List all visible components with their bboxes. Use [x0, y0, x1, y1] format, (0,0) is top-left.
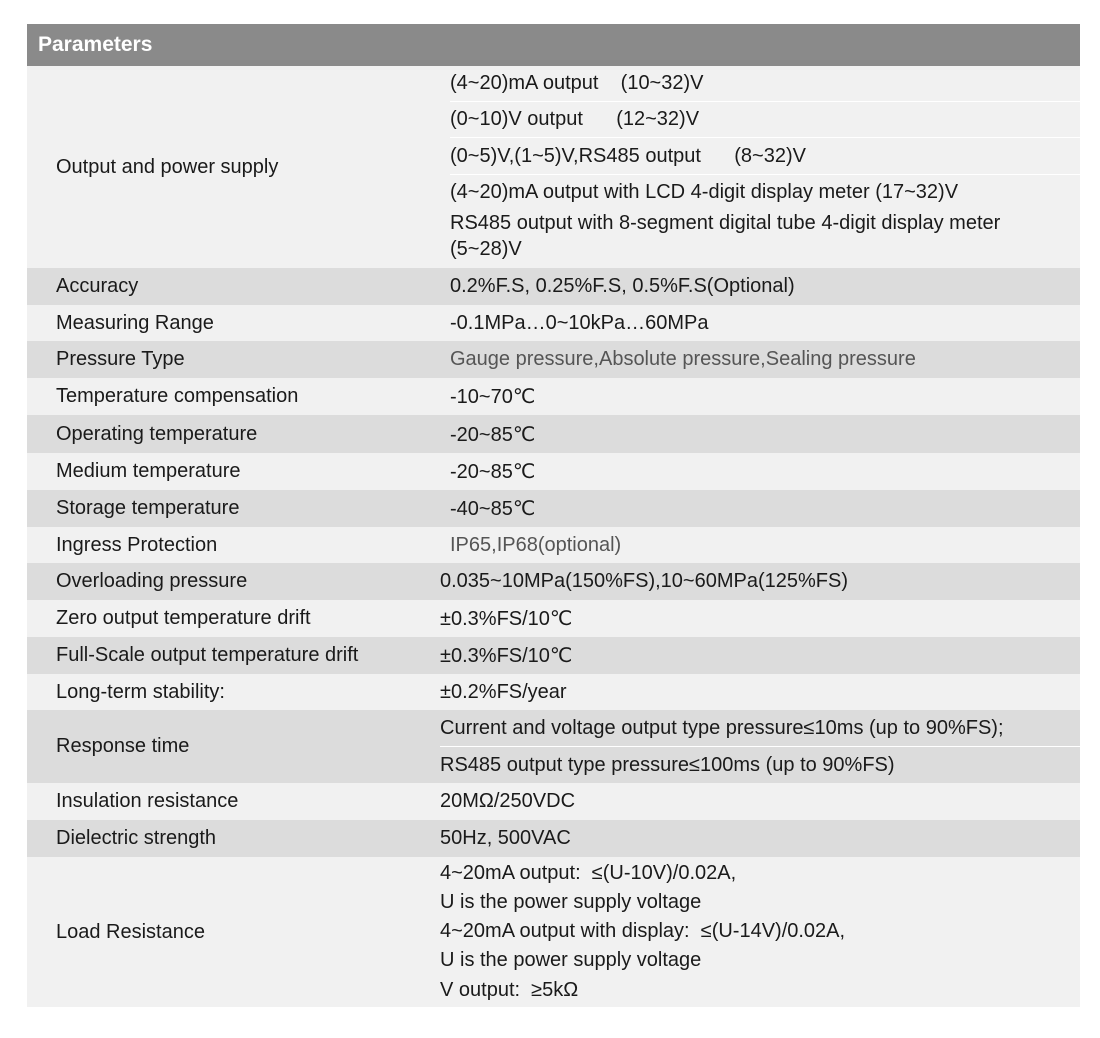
- row-value: -40~85℃: [450, 498, 536, 520]
- row-label: Dielectric strength: [56, 827, 217, 849]
- table-row-pressure-type: [27, 341, 1080, 378]
- row-label: Insulation resistance: [56, 790, 239, 812]
- value-line: (0~10)V output (12~32)V: [450, 102, 1080, 138]
- row-label: Temperature compensation: [56, 385, 299, 407]
- table-row-long-term-stability: [27, 674, 1080, 710]
- value-line: 4~20mA output with display: ≤(U-14V)/0.02A,: [440, 920, 846, 942]
- value-line: (4~20)mA output with LCD 4-digit display meter (17~32)V: [450, 180, 959, 203]
- row-label: Full-Scale output temperature drift: [56, 644, 359, 666]
- row-label: Accuracy: [56, 275, 139, 297]
- parameters-table: [27, 24, 1080, 1007]
- value-line: 4~20mA output: ≤(U-10V)/0.02A,: [440, 862, 737, 884]
- table-row-dielectric-strength: [27, 820, 1080, 857]
- table-row-load-resistance: [27, 857, 1080, 1007]
- table-row-zero-drift: [27, 600, 1080, 637]
- table-row-medium-temperature: [27, 453, 1080, 490]
- row-label: Output and power supply: [56, 155, 279, 178]
- row-value: -10~70℃: [450, 386, 536, 408]
- table-row-ingress-protection: [27, 527, 1080, 563]
- row-label: Ingress Protection: [56, 533, 218, 556]
- row-value: Gauge pressure,Absolute pressure,Sealing pressure: [450, 348, 916, 370]
- table-title: Parameters: [38, 33, 153, 56]
- row-value: 20MΩ/250VDC: [440, 790, 576, 812]
- row-value: IP65,IP68(optional): [450, 533, 622, 556]
- row-label: Pressure Type: [56, 348, 185, 370]
- table-row-insulation-resistance: [27, 783, 1080, 820]
- value-line: (5~28)V: [450, 238, 522, 260]
- row-label: Measuring Range: [56, 311, 214, 334]
- row-value: -0.1MPa…0~10kPa…60MPa: [450, 311, 709, 334]
- row-value: 50Hz, 500VAC: [440, 827, 571, 849]
- row-label: Long-term stability:: [56, 680, 225, 703]
- table-header: [27, 24, 1080, 66]
- value-line: (4~20)mA output (10~32)V: [450, 66, 1080, 102]
- value-line: U is the power supply voltage: [440, 949, 702, 971]
- table-row-operating-temperature: [27, 415, 1080, 453]
- row-label: Operating temperature: [56, 422, 258, 445]
- table-row-output-power: [27, 66, 1080, 268]
- row-label: Load Resistance: [56, 920, 205, 943]
- row-value: ±0.2%FS/year: [440, 680, 567, 703]
- value-line: (0~5)V,(1~5)V,RS485 output (8~32)V: [450, 138, 1080, 175]
- table-row-full-scale-drift: [27, 637, 1080, 674]
- row-value: 0.2%F.S, 0.25%F.S, 0.5%F.S(Optional): [450, 275, 795, 297]
- row-value: -20~85℃: [450, 461, 536, 483]
- row-label: Overloading pressure: [56, 570, 248, 592]
- value-line: RS485 output with 8-segment digital tube 4-digit display meter: [450, 212, 1001, 234]
- table-row-accuracy: [27, 268, 1080, 305]
- table-row-response-time: [27, 710, 1080, 783]
- row-label: Medium temperature: [56, 460, 241, 482]
- row-label: Storage temperature: [56, 497, 240, 519]
- value-line: V output: ≥5kΩ: [440, 978, 579, 1001]
- value-line: Current and voltage output type pressure≤10ms (up to 90%FS);: [440, 710, 1080, 747]
- row-value: ±0.3%FS/10℃: [440, 645, 573, 667]
- row-label: Zero output temperature drift: [56, 607, 311, 629]
- row-value: ±0.3%FS/10℃: [440, 608, 573, 630]
- table-row-storage-temperature: [27, 490, 1080, 527]
- row-label: Response time: [56, 735, 190, 757]
- table-row-measuring-range: [27, 305, 1080, 341]
- row-value: 0.035~10MPa(150%FS),10~60MPa(125%FS): [440, 570, 849, 592]
- table-row-overloading-pressure: [27, 563, 1080, 600]
- value-line: RS485 output type pressure≤100ms (up to 90%FS): [440, 753, 895, 776]
- table-row-temperature-compensation: [27, 378, 1080, 415]
- row-value: -20~85℃: [450, 423, 536, 446]
- value-line: U is the power supply voltage: [440, 891, 702, 913]
